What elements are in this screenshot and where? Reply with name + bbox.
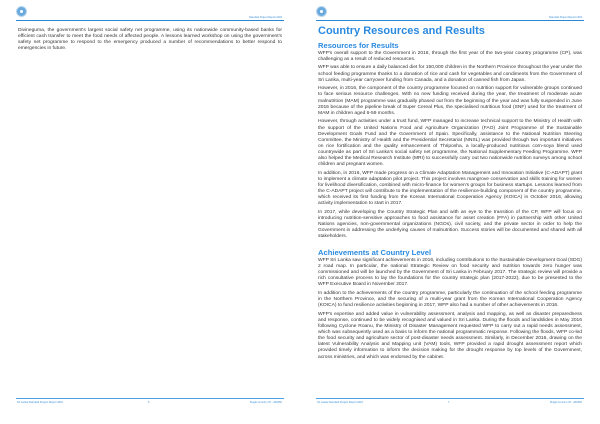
page-title: Country Resources and Results [318,25,485,37]
paragraph: WFP's overall support to the Government in 2016, through the first year of the two-year country programme (CP), was challenging as a result of reduced resources. [318,50,582,62]
footer-report-name: Sri Lanka Standard Project Report 2016 [317,401,363,404]
wfp-logo-icon [16,6,27,17]
footer-project-id: Single Country CP - 200452 [249,401,282,404]
header-report-title: Standard Project Report 2016 [548,16,582,19]
left-page-body [18,28,282,55]
wfp-logo-icon [316,6,327,17]
header-divider [16,20,284,21]
section-heading-resources: Resources for Results [318,41,399,51]
paragraph: WFP was able to ensure a daily balanced diet for 150,000 children in the Northern Province throughout the year under the school feeding programme thanks to a donation of rice and cash for vegetables and condiments from the Government of Sri Lanka, multi-year carryover funding from Canada, and a donation of canned fish from Japan. [318,65,582,83]
paragraph: WFP's expertise and added value in vulnerability assessment, analysis and mapping, as well as disaster preparedness and response, continued to be widely recognised and valued in Sri Lanka. During the floods and landslides in May 2016 following Cyclone Roanu, the Ministry of Disaster Management requested WFP to carry out a rapid needs assessment, which was subsequently used as a basis to inform the national programmatic response. Following the floods, WFP co-led the food security and agriculture sector of post-disaster needs assessment. Similarly, in December 2016, drawing on the latest Vulnerability Analysis and Mapping unit (VAM) tools, WFP provided a rapid drought assessment report which provided timely information to inform the decision making for the drought response by top levels of the Government, across ministries, and which was endorsed by the cabinet. [318,311,582,360]
footer-report-name: Sri Lanka Standard Project Report 2016 [17,401,63,404]
paragraph: WFP Sri Lanka saw significant achievements in 2016, including contributions to the Sustainable Development Goal (SDG) 2 road map. In particular, the national Strategic Review on food security and nutrition towards zero hunger was commissioned and will be launched by the Government of Sri Lanka in February 2017. The strategic review will provide a rich consultative process to lay the foundations for the country strategic plan (2017-2022), due to be presented to the WFP Executive Board in November 2017. [318,257,582,288]
footer-divider [16,398,284,399]
page-number: 7 [448,401,450,404]
paragraph: However, through activities under a trust fund, WFP managed to increase technical support to the Ministry of Health with the support of the United Nations Food and Agriculture Organization (FAO) Joint Programme of the Sustainable Development Goals Fund and the Government of Spain. Specifically, assistance to the National Nutrition Steering Committee, the Ministry of Health and the Presidential Secretariat (NNSL) was provided through two important initiatives on rice fortification and the quality enhancement of Thriposha, a locally-produced nutritious corn-soya blend used countrywide as part of Sri Lanka's social safety net programme, the National Supplementary Feeding Programme. WFP also helped the Medical Research Institute (MRI) to successfully carry out two nationwide nutrition surveys among school children and pregnant women. [318,119,582,168]
footer-project-id: Single Country CP - 200452 [549,401,582,404]
right-page-body [318,25,582,363]
section-heading-achievements: Achievements at Country Level [318,248,432,258]
header-divider [316,20,584,21]
paragraph: Divineguma, the government's largest social safety net programme, using its nationwide community-based banks for efficient cash transfer to meet the food needs of affected people. A lessons learned workshop on using the government's safety net programme to respond to the emergency produced a number of recommendations to better respond to emergencies in future. [18,28,282,52]
footer-divider [316,398,584,399]
paragraph: In 2017, while developing the Country Strategic Plan and with an eye to the transition of the CP, WFP will focus on introducing nutrition-sensitive approaches to food assistance for asset creation (FFA) in partnership with other United Nations agencies, non-governmental organizations (NGOs), civil society, and the private sector in order to help the Government in addressing the underlying causes of malnutrition. Success stories will be documented and shared with all stakeholders. [318,209,582,240]
page-number: 6 [148,401,150,404]
paragraph: In addition, in 2016, WFP made progress on a Climate Adaptation Management and Innovation Initiative (C-ADAPT) grant to implement a climate adaptation pilot project. This project involves mangrove conservation and skills training for women for livelihood diversification, combined with micro-finance for women's groups for business startups. Lessons learned from the C-ADAPT project will contribute to the implementation of the resilience-building component of the country programme, which received its first funding from the Korean International Cooperation Agency (KOICA) in October 2016, allowing activity implementation to start in 2017. [318,170,582,207]
right-page [300,0,600,424]
paragraph: However, in 2016, the component of the country programme focused on nutrition support for vulnerable groups continued to face serious resource challenges. With no new funding received during the year, the treatment of moderate acute malnutrition (MAM) programme was gradually phased out from the beginning of the year and was fully suspended in June 2016 because of the pipeline break of Super Cereal Plus, the specialised nutritious food (SNF) used for the treatment of MAM in children aged 6-59 months. [318,86,582,116]
header-report-title: Standard Project Report 2016 [248,16,282,19]
paragraph: In addition to the achievements of the country programme, particularly the continuation of the school feeding programme in the Northern Province, and the securing of a multi-year grant from the Korean International Cooperation Agency (KOICA) to fund resilience activities beginning in 2017, WFP also had a number of other achievements in 2016. [318,291,582,309]
